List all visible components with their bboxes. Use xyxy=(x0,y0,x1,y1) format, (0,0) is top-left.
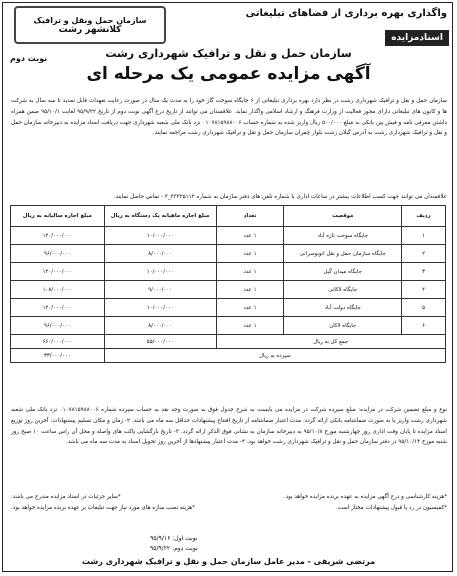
row-count: ۱ عدد xyxy=(216,299,284,317)
row-count: ۱ عدد xyxy=(216,317,284,335)
conditions-paragraph: نوع و مبلغ تضمین شرکت در مزایده: مبلغ سپرده شرکت در مزایده می بایست به شرح جدول فوق به صورت وجه نقد به حساب سپرده شماره ۰۱۰۷۸۱۵۹۸۸۰۰۶ نزد بانک ملی شعبه شهرداری رشت واریز یا به صورت ضمانتنامه بانکی ارائه گردد. مدت اعتبار ضمانتنامه از تاریخ افتتاح پیشنهادات حداقل سه ماه می باشد. ۲- زمان و مکان تسلیم پیشنهادات: آخرین روز توزیع اسناد مزایده تا پایان وقت اداری روز چهارشنبه مورخ ۹۵/۱۰/۸ به دبیرخانه سازمان به نشانی فوق الذکر ارائه گردد. ۳- تاریخ بازگشایی پاکت های واصله و محل آن راس ساعت ۱۰ صبح روز شنبه مورخ ۹۵/۱۰/۱۴ در دفتر سازمان حمل و نقل و ترافیک شهرداری رشت خواهد بود. ۴- مدت اعتبار پیشنهادها از آخرین روز تحویل اسناد به مدت سه ماه می باشد. xyxy=(11,407,448,446)
row-count: ۱ عدد xyxy=(216,227,284,245)
signature-line: مرتضی شریفی - مدیر عامل سازمان حمل و نقل و ترافیک شهرداری رشت xyxy=(81,557,376,566)
header-monthly-rent: مبلغ اجاره ماهیانه یک دستگاه به ریال xyxy=(104,206,216,227)
row-monthly: ۹/۰۰۰/۰۰۰ xyxy=(104,281,216,299)
row-number: ۵ xyxy=(402,299,446,317)
total-yearly: ۶۶۰/۰۰۰/۰۰۰ xyxy=(11,335,105,349)
auction-table xyxy=(10,205,446,363)
note-details: *سایر جزئیات در اسناد مزایده مندرج می باشد. xyxy=(11,494,121,500)
row-monthly: ۱۰/۰۰۰/۰۰۰ xyxy=(104,299,216,317)
second-round-date: نوبت دوم: ۹۵/۹/۲۲ xyxy=(150,545,198,552)
publication-round: نوبت دوم xyxy=(10,54,48,63)
table-row xyxy=(11,281,446,299)
table-row xyxy=(11,227,446,245)
row-monthly: ۸/۰۰۰/۰۰۰ xyxy=(104,317,216,335)
row-monthly: ۸/۰۰۰/۰۰۰ xyxy=(104,245,216,263)
row-number: ۲ xyxy=(402,245,446,263)
row-count: ۱ عدد xyxy=(216,263,284,281)
row-yearly: ۱۲۰/۰۰۰/۰۰۰ xyxy=(11,227,105,245)
header-yearly-rent: مبلغ اجاره سالیانه به ریال xyxy=(11,206,105,227)
row-location: جایگاه دولت آباد xyxy=(284,299,402,317)
total-label: جمع کل به ریال xyxy=(216,335,445,349)
row-yearly: ۹۶/۰۰۰/۰۰۰ xyxy=(11,245,105,263)
organization-name: سازمان حمل و نقل و ترافیک شهرداری رشت xyxy=(105,47,352,60)
row-yearly: ۱۲۰/۰۰۰/۰۰۰ xyxy=(11,299,105,317)
header-location: موقعیت xyxy=(284,206,402,227)
table-header-row xyxy=(11,206,446,227)
note-commission: *کمیسیون در رد یا قبول پیشنهادات مختار است. xyxy=(335,505,447,511)
notes-section xyxy=(11,492,447,514)
row-count: ۱ عدد xyxy=(216,245,284,263)
table-deposit-row xyxy=(11,349,446,363)
row-number: ۳ xyxy=(402,263,446,281)
logo-line-1: سازمان حمل ونقل و ترافیک xyxy=(33,15,147,25)
deposit-label: سپرده به ریال xyxy=(104,349,445,363)
table-row xyxy=(11,299,446,317)
header-row-number: ردیف xyxy=(402,206,446,227)
note-installation: *هزینه نصب سازه های مورد نیاز جهت تبلیغات بر عهده برنده مزایده خواهد بود. xyxy=(11,505,195,511)
table-row xyxy=(11,263,446,281)
row-yearly: ۱۰۸/۰۰۰/۰۰۰ xyxy=(11,281,105,299)
header-title: واگذاری بهره برداری از فضاهای تبلیغاتی xyxy=(245,8,447,19)
row-location: جایگاه سازمان حمل و نقل اتوبوسرانی xyxy=(284,245,402,263)
first-round-date: نوبت اول: ۹۵/۹/۱۶ xyxy=(150,535,198,542)
intro-paragraph: سازمان حمل و نقل و ترافیک شهرداری رشت در نظر دارد بهره برداری تبلیغاتی از ۶ جایگاه سوخت گاز خود را به مدت یک سال در صورت رعایت تعهدات قابل تمدید تا سه سال به شرکت ها و کانون های تبلیغاتی دارای مجوز فعالیت از وزارت فرهنگ و ارشاد اسلامی واگذار نماید. علاقمندان می توانند از تاریخ درج آگهی نوبت دوم از تاریخ ۹۵/۹/۲۲ لغایت ۹۵/۱۰/۱ ضمن همراه داشتن معرفی نامه و فیش بین بانکی به مبلغ ۵۰۰/۰۰۰ ریال واریز شده به شماره حساب ۰۱۰۷۸۱۵۹۸۸۰۰۶ نزد بانک ملی شعبه شهرداری جهت دریافت اسناد مزایده به دبیرخانه سازمان حمل و نقل و ترافیک شهرداری رشت به آدرس گیلان رشت بلوار چمران سازمان حمل و نقل و ترافیک شهرداری رشت مراجعه نمایند. xyxy=(11,98,447,137)
header-count: تعداد xyxy=(216,206,284,227)
table-row xyxy=(11,317,446,335)
total-monthly: ۵۵/۰۰۰/۰۰۰ xyxy=(104,335,216,349)
publication-dates xyxy=(150,534,198,554)
table-row xyxy=(11,245,446,263)
table-total-row xyxy=(11,335,446,349)
row-number: ۴ xyxy=(402,281,446,299)
row-location: جایگاه سوخت تازه آباد xyxy=(284,227,402,245)
document-tag: اسنادمزایده xyxy=(385,30,449,46)
deposit-value: ۳۳/۰۰۰/۰۰۰ xyxy=(11,349,105,363)
row-yearly: ۹۶/۰۰۰/۰۰۰ xyxy=(11,317,105,335)
row-monthly: ۱۰/۰۰۰/۰۰۰ xyxy=(104,227,216,245)
row-location: جایگاه میدان گیل xyxy=(284,263,402,281)
row-yearly: ۱۲۰/۰۰۰/۰۰۰ xyxy=(11,263,105,281)
announcement-title: آگهی مزایده عمومی یک مرحله ای xyxy=(86,64,371,84)
row-number: ۱ xyxy=(402,227,446,245)
row-number: ۶ xyxy=(402,317,446,335)
row-count: ۱ عدد xyxy=(216,281,284,299)
organization-logo xyxy=(14,6,166,44)
note-expert-fee: *هزینه کارشناسی و درج آگهی مزایده به عهده برنده مزایده خواهد بود. xyxy=(283,494,447,500)
row-monthly: ۱۰/۰۰۰/۰۰۰ xyxy=(104,263,216,281)
contact-paragraph: علاقمندان می توانند جهت کسب اطلاعات بیشتر در ساعات اداری با شماره تلفن های دفتر سازمان به شماره ۳۳۳۲۵۱۱۲_۳ - تماس حاصل نمایند. xyxy=(113,194,447,200)
logo-line-2: کلانشهر رشت xyxy=(58,24,122,35)
row-location: جایگاه لاکانی xyxy=(284,281,402,299)
row-location: جایگاه لاکان xyxy=(284,317,402,335)
